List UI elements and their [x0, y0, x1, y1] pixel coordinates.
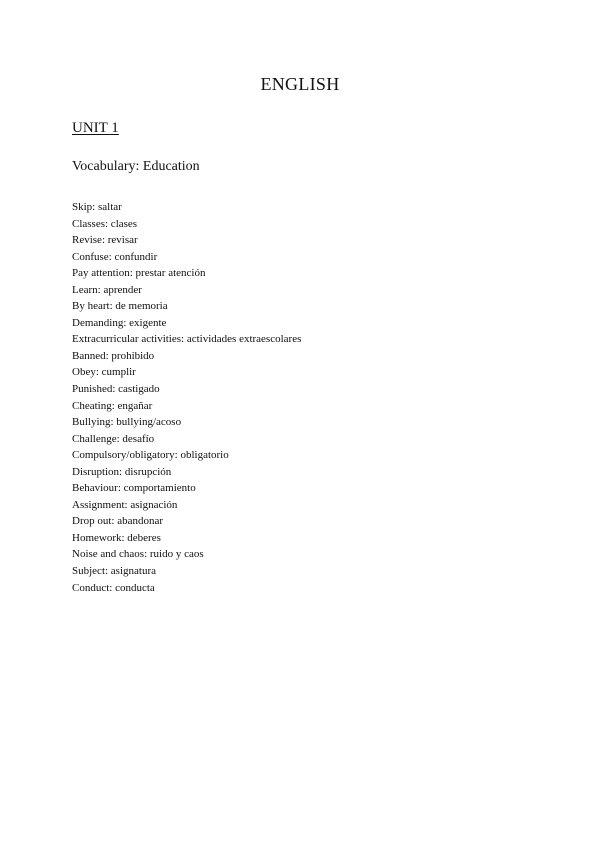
- vocabulary-item: Cheating: engañar: [72, 399, 153, 412]
- section-heading: Vocabulary: Education: [72, 159, 200, 174]
- vocabulary-item: Classes: clases: [72, 217, 138, 230]
- vocabulary-item: Punished: castigado: [72, 383, 160, 396]
- vocabulary-item: Subject: asignatura: [72, 565, 157, 578]
- vocabulary-item: Demanding: exigente: [72, 316, 167, 329]
- vocabulary-item: Bullying: bullying/acoso: [72, 416, 182, 429]
- vocabulary-item: Compulsory/obligatory: obligatorio: [72, 449, 229, 462]
- document-title: ENGLISH: [260, 74, 340, 94]
- vocabulary-item: By heart: de memoria: [72, 300, 168, 313]
- vocabulary-item: Obey: cumplir: [72, 366, 136, 379]
- vocabulary-item: Noise and chaos: ruido y caos: [72, 548, 204, 561]
- vocabulary-item: Learn: aprender: [72, 283, 142, 296]
- vocabulary-item: Revise: revisar: [72, 234, 138, 247]
- vocabulary-item: Assignment: asignación: [72, 498, 178, 511]
- vocabulary-item: Homework: deberes: [72, 531, 161, 544]
- vocabulary-item: Skip: saltar: [72, 201, 122, 213]
- vocabulary-item: Conduct: conducta: [72, 581, 155, 594]
- vocabulary-item: Disruption: disrupción: [72, 465, 172, 478]
- vocabulary-item: Pay attention: prestar atención: [72, 267, 206, 280]
- vocabulary-item: Banned: prohibido: [72, 349, 155, 362]
- unit-heading: UNIT 1: [72, 120, 119, 136]
- vocabulary-list: [72, 199, 301, 596]
- vocabulary-item: Extracurricular activities: actividades extraescolares: [72, 333, 302, 346]
- vocabulary-item: Drop out: abandonar: [72, 515, 164, 528]
- vocabulary-item: Challenge: desafío: [72, 432, 155, 445]
- vocabulary-item: Behaviour: comportamiento: [72, 482, 196, 495]
- vocabulary-item: Confuse: confundir: [72, 250, 158, 263]
